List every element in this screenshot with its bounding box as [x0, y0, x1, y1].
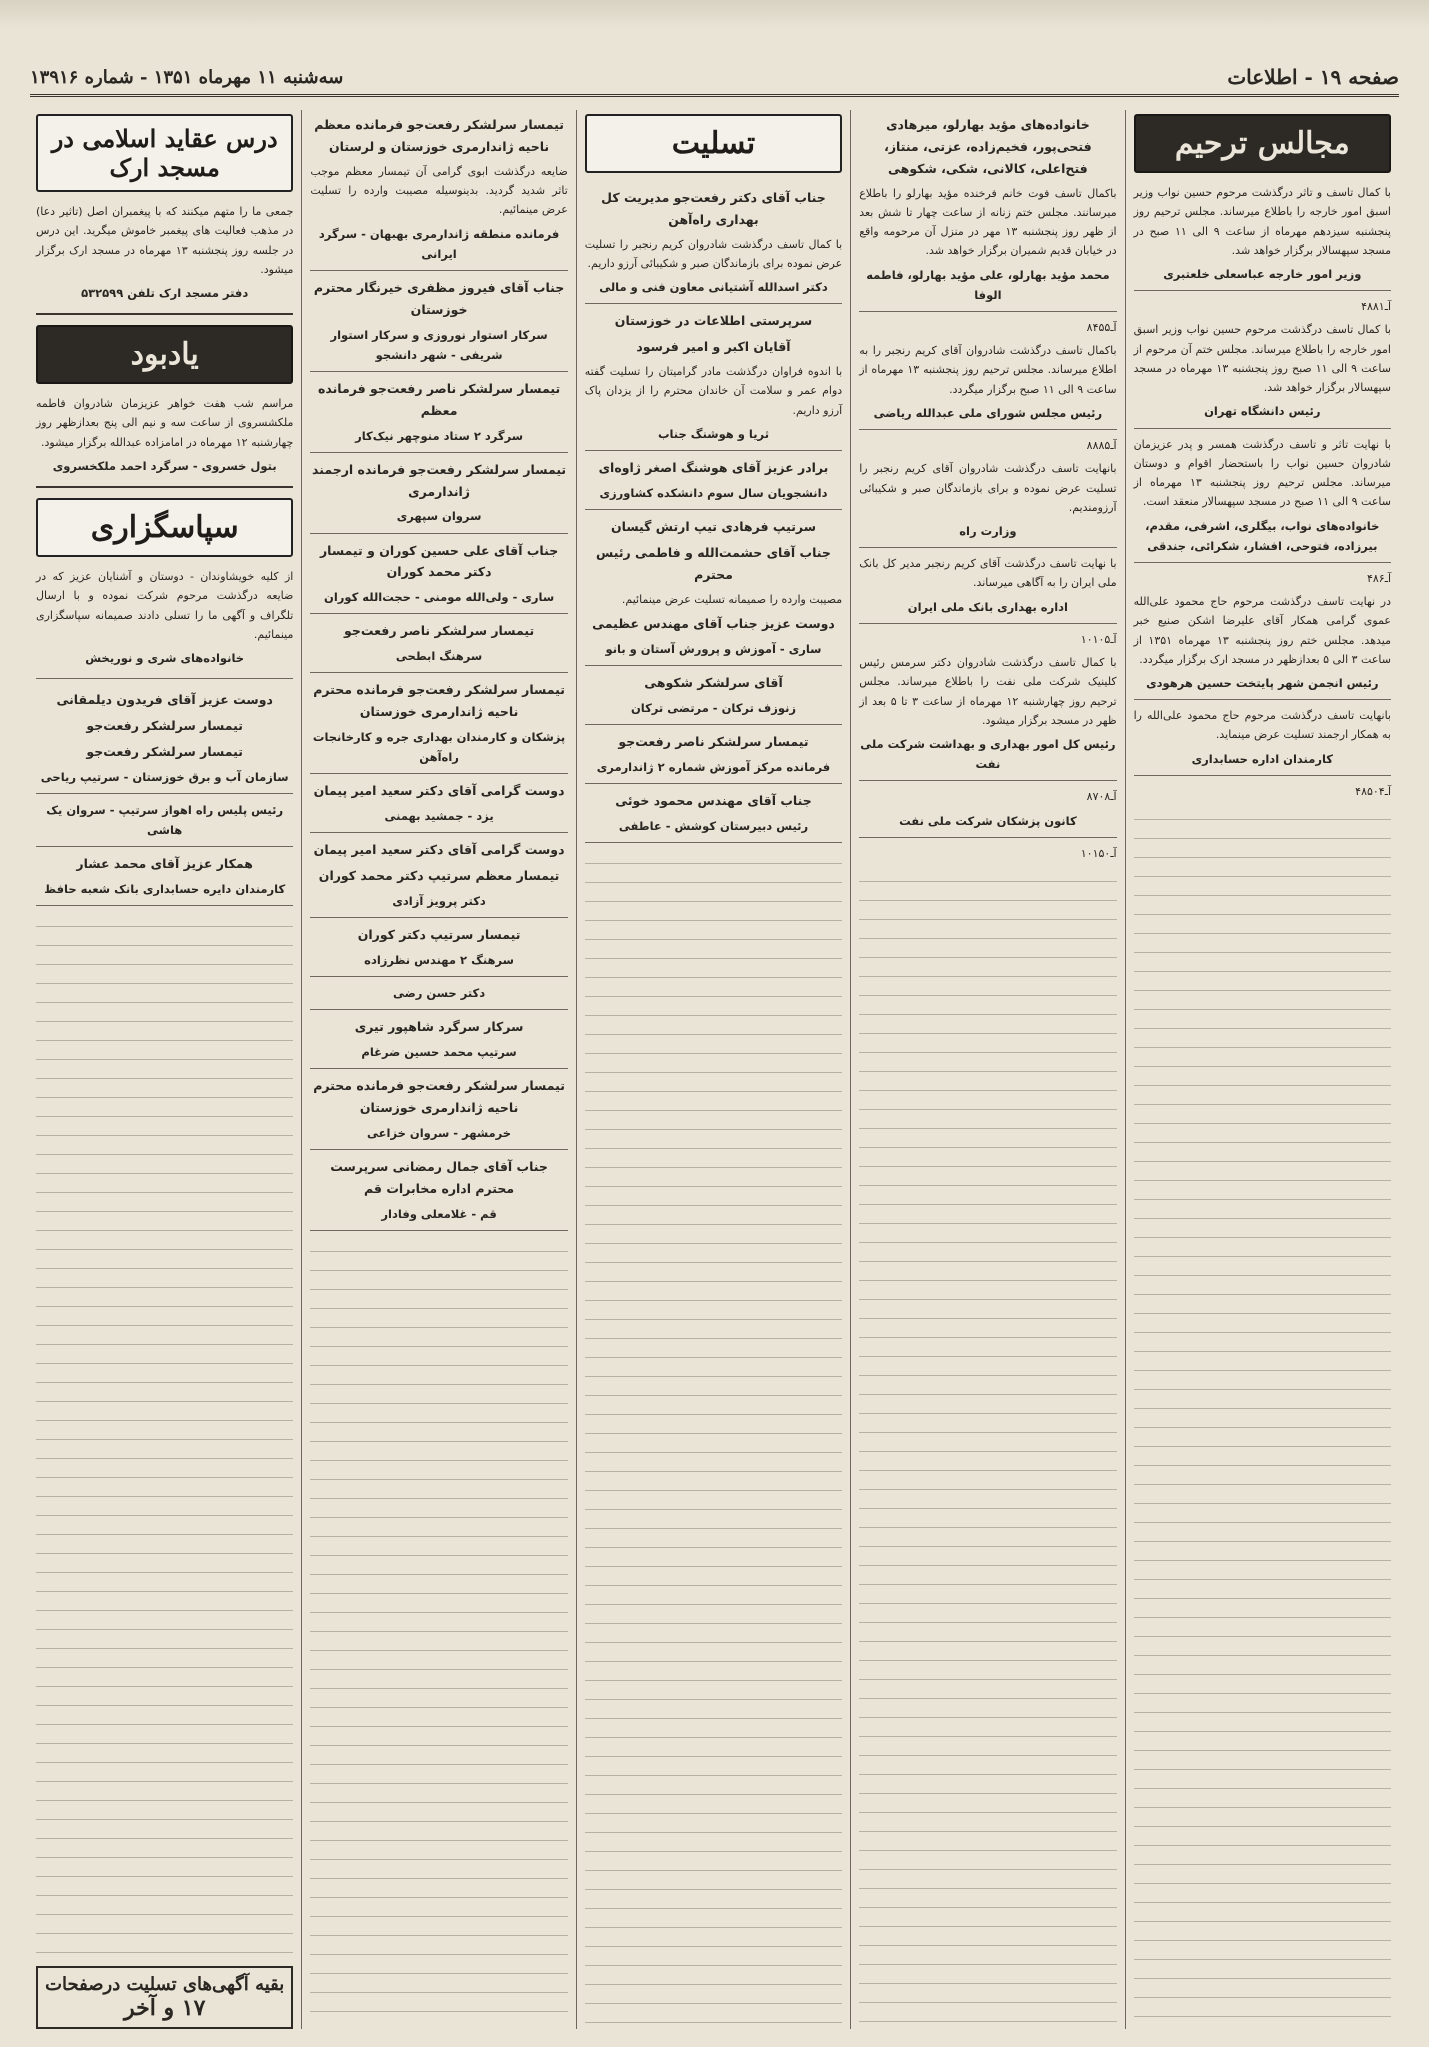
notice-heading: تیمسار سرلشکر رفعت‌جو فرمانده ارجمند ژاندارمری	[312, 461, 567, 499]
section-title-thanks: سپاسگزاری	[36, 498, 293, 557]
divider	[36, 846, 293, 847]
notice-text: باکمال تاسف درگذشت شادروان آقای کریم رنجبر را به اطلاع میرساند. مجلس ترحیم روز پنجشنبه ۱۳ مهرماه از ساعت ۹ الی ۱۱ صبح برگزار میگردد.	[859, 344, 1117, 396]
memorial-signature: بتول خسروی - سرگرد احمد ملکخسروی	[52, 458, 277, 473]
notice-text: در نهایت تاسف درگذشت مرحوم حاج محمود علی‌الله عموی گرامی همکار آقای علیرضا اشکن صنیع خبر میدهد. مجلس ختم روز پنجشنبه ۱۳ مهرماه ۱۳۵۱ از ساعت ۳ الی ۵ بعدازظهر در مسجد ارک برگزار میگردد.	[1133, 595, 1391, 666]
divider	[310, 533, 567, 534]
divider	[310, 832, 567, 833]
notice-heading: تیمسار سرلشکر رفعت‌جو فرمانده معظم ناحیه ژاندارمری خوزستان و لرستان	[314, 117, 564, 154]
notice-signature: قم - غلامعلی وفادار	[381, 1207, 497, 1221]
notice-signature: رئیس پلیس راه اهواز سرتیپ - سروان یک هاشی	[46, 802, 284, 837]
notice-text: آـ۱۰۱۵۰	[1080, 846, 1117, 860]
notice-signature: فرمانده مرکز آموزش شماره ۲ ژاندارمری	[596, 759, 831, 774]
notice-heading: خانواده‌های مؤید بهارلو، میرهادی فتحی‌پور، فخیم‌زاده، عزتی، منتاز، فتح‌اعلی، کالانی، شکی، شکوهی	[884, 117, 1092, 176]
column-misc	[28, 110, 301, 2029]
notice-text: با نهایت تاسف درگذشت آقای کریم رنجبر مدیر کل بانک ملی ایران را به آگاهی میرساند.	[859, 557, 1117, 590]
notice-heading: تیمسار سرتیپ دکتر کوران	[357, 927, 521, 943]
thanks-text: از کلیه خویشاوندان - دوستان و آشنایان عزیز که در ضایعه درگذشت مرحوم شرکت نموده و با ارسال تلگراف و آگهی ما را تسلی دادند صمیمانه سپاسگزاری مینمائیم.	[35, 570, 294, 641]
notice-signature: سروان سپهری	[396, 509, 482, 524]
divider	[859, 311, 1116, 312]
divider	[36, 678, 293, 679]
divider	[310, 1009, 567, 1010]
section-title-condolence: تسلیت	[585, 114, 842, 173]
notice-signature: محمد مؤید بهارلو، علی مؤید بهارلو، فاطمه الوفا	[866, 267, 1110, 302]
notice-signature: فرمانده منطقه ژاندارمری بهبهان - سرگرد ایرانی	[318, 226, 560, 261]
notice-text: با کمال تاسف درگذشت مرحوم حسین نواب وزیر اسبق امور خارجه را باطلاع میرساند. مجلس ختم آن مرحوم از ساعت ۹ الی ۱۱ صبح روز پنجشنبه ۱۳ مهرماه در مسجد سپهسالار برگزار خواهد شد.	[1133, 323, 1392, 395]
divider	[585, 724, 842, 725]
notice-signature: رئیس انجمن شهر پایتخت حسین هرهودی	[1146, 676, 1379, 690]
notice-signature: سرهنگ ابطحی	[395, 649, 483, 664]
notice-heading: تیمسار سرلشکر رفعت‌جو فرمانده محترم ناحیه ژاندارمری خوزستان	[313, 682, 565, 720]
notice-heading: همکار عزیز آقای محمد عشار	[76, 856, 253, 872]
notice-text: باکمال تاسف فوت خانم فرخنده مؤید بهارلو را باطلاع میرسانند. مجلس ختم زنانه از ساعت چهار تا شش بعد از ظهر روز پنجشنبه ۱۳ مهر در منزل آن مرحومه واقع در خیابان قدیم شمیران برگزار خواهد شد.	[859, 186, 1117, 258]
divider	[859, 780, 1116, 781]
notice-heading: سرتیپ فرهادی تیپ ارتش گیسان	[610, 519, 816, 534]
notice-heading: دوست گرامی آقای دکتر سعید امیر پیمان	[313, 783, 565, 799]
notice-heading: سرکار سرگرد شاهپور تیری	[354, 1019, 524, 1035]
notice-heading: جناب آقای دکتر رفعت‌جو مدیریت کل بهداری راه‌آهن	[601, 190, 826, 227]
notice-heading: جناب آقای جمال رمضانی سرپرست محترم اداره مخابرات قم	[330, 1159, 548, 1197]
notice-text: با کمال تاسف درگذشت شادروان کریم رنجبر را تسلیت عرض نموده برای بازماندگان صبر و شکیبائی آرزو داریم.	[584, 237, 843, 270]
notice-text: ضایعه درگذشت ابوی گرامی آن تیمسار معظم موجب تاثر شدید گردید. بدینوسیله مصیبت وارده را تسلیت عرض مینمائیم.	[310, 164, 568, 217]
text-lines	[36, 916, 293, 1956]
text-lines	[859, 871, 1116, 2025]
notice-text: با اندوه فراوان درگذشت مادر گرامیتان را تسلیت گفته دوام عمر و سلامت آن خاندان محترم را از یزدان پاک آرزو داریم.	[584, 365, 843, 417]
notice-text: بانهایت تاسف درگذشت مرحوم حاج محمود علی‌الله را به همکار ارجمند تسلیت عرض مینماید.	[1133, 709, 1391, 742]
scan-edge	[0, 0, 1429, 30]
notice-heading: تیمسار سرلشکر ناصر رفعت‌جو فرمانده معظم	[317, 380, 561, 418]
notice-signature: اداره بهداری بانک ملی ایران	[907, 599, 1068, 614]
memorial-text: مراسم شب هفت خواهر عزیزمان شادروان فاطمه ملکشسروی از ساعت سه و نیم الی پنج بعدازظهر روز چهارشنبه ۱۲ مهرماه در امامزاده عبدالله برگزار میشود.	[35, 397, 294, 449]
notice-heading: دوست عزیز آقای فریدون دیلمقانی	[56, 692, 273, 708]
notice-signature: خرمشهر - سروان خزاعی	[367, 1126, 512, 1141]
notices	[859, 110, 1116, 867]
divider	[585, 783, 842, 784]
notice-signature: کارمندان دایره حسابداری بانک شعبه حافظ	[44, 882, 286, 896]
divider	[585, 665, 842, 666]
notice-text: آـ۴۸۸۱	[1361, 300, 1391, 314]
column-condolences	[576, 110, 850, 2029]
continued-pages: ۱۷ و آخر	[123, 1995, 206, 2021]
text-lines	[310, 1241, 567, 2025]
column-notices-2	[850, 110, 1124, 2029]
notice-heading: دوست عزیز جناب آقای مهندس عظیمی	[592, 615, 835, 631]
divider	[1134, 775, 1391, 776]
notice-signature: سرکار استوار نوروزی و سرکار استوار شریفی - شهر دانشجو	[330, 327, 548, 362]
notice-text: مصیبت وارده را صمیمانه تسلیت عرض مینمائیم.	[621, 592, 843, 606]
text-lines	[1134, 809, 1391, 2025]
divider	[310, 1068, 567, 1069]
continued-notice	[36, 1966, 293, 2029]
notice-heading: تیمسار سرلشکر رفعت‌جو فرمانده محترم ناحیه ژاندارمری خوزستان	[313, 1078, 565, 1116]
divider	[310, 1230, 567, 1231]
notice-heading: جناب آقای حشمت‌الله و فاطمی رئیس محترم	[596, 544, 831, 582]
columns	[28, 110, 1399, 2029]
column-notices-4	[301, 110, 575, 2029]
notice-heading: آقای سرلشکر شکوهی	[644, 674, 783, 690]
notice-text: آـ۸۴۵۵	[1086, 320, 1117, 334]
notice-text: آـ۱۰۱۰۵	[1080, 632, 1117, 646]
notice-signature: زنوزف ترکان - مرتضی ترکان	[630, 700, 797, 715]
page-header	[30, 60, 1399, 97]
notice-heading: آقایان اکبر و امیر فرسود	[636, 339, 791, 355]
notice-signature: دکتر پرویز آزادی	[392, 894, 486, 909]
notice-signature: ساری - آموزش و پرورش آستان و بانو	[605, 641, 822, 656]
divider	[310, 976, 567, 977]
notice-text: آـ۸۷۰۸	[1086, 790, 1117, 804]
notice-signature: دکتر حسن رضی	[393, 986, 486, 1001]
notices	[36, 685, 293, 912]
divider	[310, 1149, 567, 1150]
notice-heading: برادر عزیز آقای هوشنگ اصغر ژاوه‌ای	[598, 460, 829, 475]
divider	[859, 623, 1116, 624]
divider	[1134, 699, 1391, 700]
divider	[36, 486, 293, 488]
divider	[310, 270, 567, 271]
notice-text: با کمال تاسف درگذشت شادروان دکتر سرمس رئیس کلینیک شرکت ملی نفت را باطلاع میرساند. مجلس ترحیم روز چهارشنبه ۱۲ مهرماه از ساعت ۳ تا ۵ بعد از ظهر در مسجد برگزار میشود.	[859, 656, 1117, 727]
notice-signature: سرگرد ۲ ستاد منوچهر نیک‌کار	[355, 428, 524, 443]
divider	[859, 429, 1116, 430]
notice-heading: تیمسار سرلشکر ناصر رفعت‌جو	[618, 733, 809, 749]
notice-heading: دوست گرامی آقای دکتر سعید امیر پیمان	[313, 842, 565, 858]
notice-signature: سازمان آب و برق خوزستان - سرتیپ ریاحی	[40, 769, 289, 784]
section-title-memorials: مجالس ترحیم	[1134, 114, 1391, 173]
divider	[1134, 428, 1391, 429]
notice-heading: تیمسار معظم سرتیپ دکتر محمد کوران	[318, 868, 560, 884]
thanks-signature: خانواده‌های شری و نوریخش	[85, 651, 245, 665]
notice-signature: کانون پزشکان شرکت ملی نفت	[899, 813, 1077, 828]
divider	[310, 773, 567, 774]
notices	[585, 183, 842, 849]
notice-text: آـ۸۸۸۵	[1086, 439, 1117, 452]
issue-date: سه‌شنبه ۱۱ مهرماه ۱۳۵۱ - شماره ۱۳۹۱۶	[30, 66, 344, 88]
notice-text: با نهایت تاثر و تاسف درگذشت همسر و پدر عزیزمان شادروان حسین نواب را باستحضار اقوام و دوستان میرساند. مجلس ترحیم روز پنجشنبه ۱۳ مهرماه از ساعت ۹ الی ۱۱ صبح در مسجد سپهسالار منعقد است.	[1133, 437, 1391, 509]
continued-text: بقیه آگهی‌های تسلیت درصفحات	[45, 1974, 285, 1995]
notice-signature: رئیس دانشگاه تهران	[1204, 404, 1321, 419]
divider	[310, 371, 567, 372]
notice-heading: تیمسار سرلشکر رفعت‌جو	[86, 743, 243, 759]
divider	[36, 905, 293, 906]
notice-heading: سرپرستی اطلاعات در خوزستان	[614, 313, 813, 329]
notice-signature: دانشجویان سال سوم دانشکده کشاورزی	[599, 485, 828, 500]
notice-signature: رئیس مجلس شورای ملی عبدالله ریاضی	[873, 405, 1103, 420]
text-lines	[585, 853, 842, 2025]
divider	[585, 842, 842, 843]
notice-signature: پزشکان و کارمندان بهداری جره و کارخانجات راه‌آهن	[312, 730, 566, 765]
notice-heading: تیمسار سرلشکر ناصر رفعت‌جو	[344, 623, 535, 639]
notices	[310, 110, 567, 1237]
divider	[36, 793, 293, 794]
divider	[585, 450, 842, 451]
divider	[310, 917, 567, 918]
lesson-signature: دفتر مسجد ارک تلفن ۵۳۲۵۹۹	[81, 286, 249, 300]
page-label: صفحه ۱۹ - اطلاعات	[1227, 65, 1399, 89]
divider	[1134, 562, 1391, 563]
notice-text: آـ۴۸۶	[1366, 571, 1391, 585]
lesson-text: جمعی ما را متهم میکنند که با پیغمبران اصل (تاثیر دعا) در مذهب فعالیت های پیغمبر خاموش میگرید. این درس در جلسه روز پنجشنبه ۱۳ مهرماه در مسجد ارک برگزار میشود.	[35, 205, 294, 276]
notice-signature: رئیس دبیرستان کوشش - عاطفی	[618, 818, 809, 833]
notice-signature: ساری - ولی‌الله مومنی - حجت‌الله کوران	[324, 590, 555, 605]
notice-signature: یزد - جمشید بهمنی	[384, 809, 494, 824]
divider	[859, 837, 1116, 838]
notice-signature: سرتیپ محمد حسین ضرغام	[361, 1045, 517, 1060]
notice-heading: جناب آقای مهندس محمود خوئی	[615, 792, 812, 808]
notice-signature: دکتر اسدالله آشتیانی معاون فنی و مالی	[599, 280, 828, 295]
notice-heading: تیمسار سرلشکر رفعت‌جو	[86, 718, 243, 733]
notice-text: بانهایت تاسف درگذشت شادروان آقای کریم رنجبر را تسلیت عرض نموده و برای بازماندگان صبر و شکیبائی آرزومندیم.	[859, 462, 1117, 514]
notice-text: با کمال تاسف و تاثر درگذشت مرحوم حسین نواب وزیر اسبق امور خارجه را باطلاع میرساند. مجلس ترحیم روز پنجشنبه سیزدهم مهرماه از ساعت ۹ الی ۱۱ صبح در مسجد سپهسالار برگزار خواهد شد.	[1133, 186, 1391, 257]
notice-signature: خانواده‌های نواب، بیگلری، اشرفی، مقدم، بیرزاده، فتوحی، افشار، شکرائی، جندقی	[1145, 518, 1380, 553]
notice-signature: سرهنگ ۲ مهندس نظرزاده	[364, 953, 514, 968]
section-title-islamic-lessons: درس عقاید اسلامی در مسجد ارک	[36, 114, 293, 192]
notice-signature: رئیس کل امور بهداری و بهداشت شرکت ملی نفت	[860, 737, 1116, 772]
notice-signature: وزیر امور خارجه عباسعلی خلعتبری	[1163, 267, 1362, 281]
notice-signature: ثریا و هوشنگ جناب	[657, 426, 770, 441]
divider	[859, 547, 1116, 548]
notice-text: آـ۴۸۵۰۴	[1355, 784, 1391, 798]
notices	[1134, 183, 1391, 805]
notice-signature: کارمندان اداره حسابداری	[1191, 751, 1333, 766]
divider	[310, 613, 567, 614]
divider	[310, 452, 567, 453]
notice-heading: جناب آقای فیروز مظفری خیرنگار محترم خوزستان	[313, 279, 565, 317]
section-title-memorial: یادبود	[36, 325, 293, 384]
divider	[1134, 290, 1391, 291]
divider	[585, 303, 842, 304]
notice-heading: جناب آقای علی حسین کوران و تیمسار دکتر محمد کوران	[319, 542, 559, 580]
notice-signature: وزارت راه	[959, 524, 1017, 538]
divider	[585, 509, 842, 510]
column-memorial-services	[1125, 110, 1399, 2029]
divider	[310, 672, 567, 673]
divider	[36, 313, 293, 315]
